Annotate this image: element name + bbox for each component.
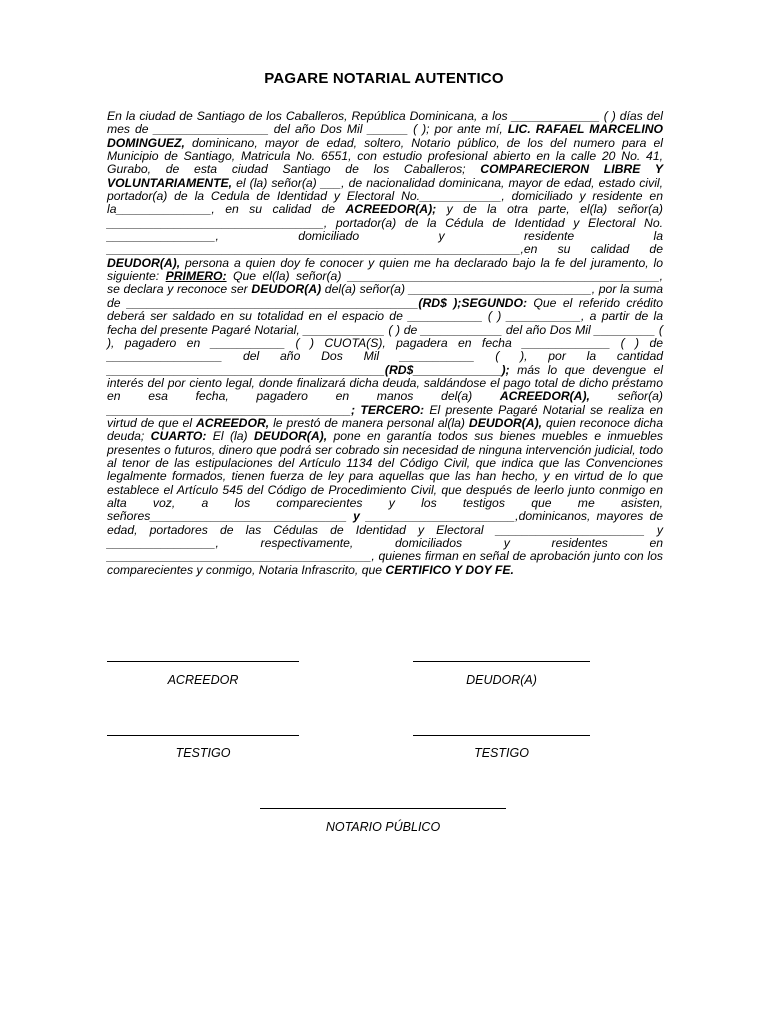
body-text-run: pone en garantía todos sus bienes muebles e inmuebles presentes o futuros, dinero que podrá ser cobrado sin necesidad de ninguna intervención judicial, todo al tenor de las estipulaciones del Artículo 1134 del Código Civil, que indica que las Convenciones legalmente formados, tienen fuerza de ley para aquellas que las han hecho, y en virtud de lo que establece el Artículo 545 del Código de Procedimiento Civil, que después de leerlo junto conmigo en alta voz, a los comparecientes y los testigos que me asisten, señores_____________________________ [107,429,667,524]
body-bold-run: LIC. RAFAEL MARCELINO DOMINGUEZ, [107,122,667,150]
body-bold-run: DEUDOR(A) [251,282,322,297]
body-bold-run: DEUDOR(A), [107,255,181,270]
body-text-run: dominicano, mayor de edad, soltero, Notario público, de los del numero para el Municipio de Santiago, Matricula No. 6551, con estudio profesional abierto en la calle 20 No. 41, Gurabo, de esta ciudad Santiago de los Caballeros; [107,135,667,177]
body-bold-run: ACREEDOR(A); [345,202,437,217]
body-text-run: le prestó de manera personal al(la) [269,415,469,430]
body-bold-run: ; [351,402,356,417]
body-bold-run: DEUDOR(A), [468,415,543,430]
body-text-run: señor(a) ____________________________________ [107,389,667,417]
body-bold-run: (RD$ );SEGUNDO: [418,295,528,310]
deudor-signature-label: DEUDOR(A) [466,673,537,687]
testigo-1-signature-label: TESTIGO [175,746,231,760]
body-bold-run: CUARTO: [150,429,207,444]
document-body [107,109,667,577]
body-text-run: Que el referido crédito deberá ser saldado en su totalidad en el espacio de ___________ ( ) ___________, a partir de la fecha del presente Pagaré Notarial, ____________ ( ) de ____________ del año Dos Mil _________ ( ), pagadero en ___________ ( ) CUOTA(S), pagadera en fecha _____________ ( ) de _________________ del año Dos Mil ___________ ( ), por la cantidad _________________________________________ [107,295,667,377]
document-title: PAGARE NOTARIAL AUTENTICO [264,70,504,87]
body-bold-run: DEUDOR(A), [253,429,328,444]
body-text-run: y de la otra parte, el(la) señor(a) ________________________________, portador(a) de la Cédula de Identidad y Electoral No. ________________, domiciliado y residente la _____________________________________________________________,en su calidad de [107,202,667,257]
body-text-run: El (la) [206,429,254,444]
notario-signature-line [260,808,506,809]
body-bold-run: COMPARECIERON LIBRE Y VOLUNTARIAMENTE, [107,162,667,190]
body-text-run: El presente Pagaré Notarial se realiza en virtud de que el [107,402,667,430]
body-text-run: el (la) señor(a) ___, de nacionalidad dominicana, mayor de edad, estado civil, portador(a) de la Cedula de Identidad y Electoral No.____________, domiciliado y residente en la______________, en su calidad de [107,175,667,217]
deudor-signature-line [413,661,590,662]
testigo-1-signature-line [107,735,299,736]
body-text-run: ______________________,dominicanos, mayores de edad, portadores de las Cédulas de Identidad y Electoral ______________________ y ________________, respectivamente, domiciliados y residentes en _______________________________________, quienes firman en señal de aprobación junto con los comparecientes y conmigo, Notaria Infrascrito, que [107,509,667,577]
body-text-run: persona a quien doy fe conocer y quien me ha declarado bajo la fe del juramento, lo siguiente: [107,255,667,284]
body-text-run: del(a) señor(a) ___________________________, por la suma de ___________________________________________ [107,282,667,310]
body-text-run: En la ciudad de Santiago de los Caballeros, República Dominicana, a los _____________ ( ) días del mes de _________________ del año Dos Mil ______ ( ); por ante mí, [107,109,667,137]
body-text-run: quien reconoce dicha deuda; [107,415,667,444]
body-text-run: más lo que devengue el interés del por ciento legal, donde finalizará dicha deuda, saldándose el pago total de dicho préstamo en esa fecha, pagadero en manos del(a) [107,362,667,404]
body-bold-run: y [353,509,360,524]
testigo-2-signature-label: TESTIGO [474,746,529,760]
body-text-run: Que el(la) señor(a) ______________________________________________, se declara y reconoce ser [107,269,667,297]
body-bold-run: ACREEDOR(A), [499,389,590,404]
body-bold-run: PRIMERO: [165,269,227,284]
body-bold-run: TERCERO: [360,402,425,417]
body-bold-run: ACREEDOR, [196,415,270,430]
testigo-2-signature-line [413,735,590,736]
body-bold-run: (RD$_____________); [384,362,510,377]
acreedor-signature-label: ACREEDOR [167,673,239,687]
acreedor-signature-line [107,661,299,662]
body-bold-run: CERTIFICO Y DOY FE. [385,562,514,577]
notario-signature-label: NOTARIO PÚBLICO [325,820,441,834]
